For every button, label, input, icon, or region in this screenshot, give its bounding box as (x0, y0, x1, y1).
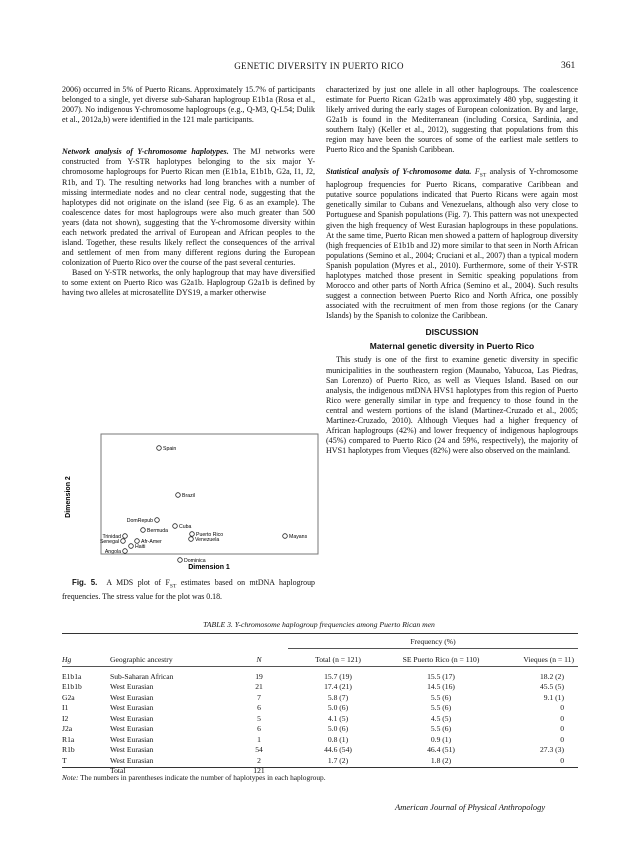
mds-point-label: Bermuda (147, 528, 169, 534)
table-cell: 46.4 (51) (427, 745, 455, 755)
table-cell: J2a (62, 724, 73, 734)
table-cell: 1.7 (2) (327, 755, 349, 765)
table-cell: 0 (560, 755, 564, 765)
table-cell: R1a (62, 734, 75, 744)
col-n: N (256, 654, 262, 664)
mds-point-label: Senegal (99, 539, 119, 545)
table-row (62, 724, 578, 735)
table-cell: West Eurasian (110, 745, 154, 755)
table-cell: West Eurasian (110, 734, 154, 744)
table-cell: 5.0 (6) (327, 724, 349, 734)
mds-plot (63, 427, 323, 579)
table-row (62, 692, 578, 703)
left-paragraph-2 (62, 147, 315, 268)
maternal-diversity-heading: Maternal genetic diversity in Puerto Rico (369, 341, 535, 352)
mds-point-marker (155, 518, 160, 523)
table-cell: West Eurasian (110, 713, 154, 723)
table-cell: 1 (257, 734, 261, 744)
table-cell: 27.3 (3) (539, 745, 564, 755)
table-body (62, 671, 578, 776)
mds-point-marker (121, 539, 126, 544)
table-cell: 6 (257, 724, 261, 734)
mds-point-marker (123, 549, 128, 554)
table-cell: 0 (560, 703, 564, 713)
table-row (62, 671, 578, 682)
table-cell: 45.5 (5) (539, 682, 564, 692)
table-cell: 0.8 (1) (327, 734, 349, 744)
mds-point-label: Angola (104, 549, 121, 555)
table-cell: 5.8 (7) (327, 692, 349, 702)
table-row (62, 745, 578, 756)
table-cell: 18.2 (2) (539, 671, 564, 681)
figure-caption-text-2: estimates based on mtDNA haplogroup frequencies. The stress value for the plot was 0.18. (62, 578, 315, 601)
table-cell: West Eurasian (110, 703, 154, 713)
col-total: Total (n = 121) (315, 654, 361, 664)
figure-caption (62, 578, 315, 602)
y-axis-label: Dimension 2 (65, 476, 72, 518)
table-row (62, 755, 578, 766)
running-title: GENETIC DIVERSITY IN PUERTO RICO (234, 61, 404, 71)
x-axis-label: Dimension 1 (188, 564, 230, 571)
table-cell: 17.4 (21) (324, 682, 352, 692)
table-cell: 5.5 (6) (430, 724, 452, 734)
table-row (62, 734, 578, 745)
table-cell: 1.8 (2) (430, 755, 452, 765)
mds-point-label: Afr-Amer (141, 539, 162, 545)
table-cell: Sub-Saharan African (110, 671, 174, 681)
mds-point-label: Spain (163, 446, 177, 452)
col-se: SE Puerto Rico (n = 110) (402, 654, 480, 664)
right-column (326, 85, 578, 456)
table-note (62, 773, 326, 782)
table-cell: West Eurasian (110, 682, 154, 692)
col-hg: Hg (62, 654, 72, 664)
mds-points (100, 446, 308, 564)
figure-caption-text: A MDS plot of F (106, 578, 170, 587)
mds-point-label: Mayans (289, 534, 308, 540)
table-cell: Total (110, 766, 126, 776)
table-cell: 4.5 (5) (430, 713, 452, 723)
table-cell: West Eurasian (110, 724, 154, 734)
table-row (62, 713, 578, 724)
table-title: TABLE 3. Y-chromosome haplogroup frequencies among Puerto Rican men (203, 620, 435, 629)
table-cell: E1b1b (62, 682, 82, 692)
fst-symbol: F (474, 166, 480, 176)
discussion-heading: DISCUSSION (425, 327, 479, 338)
mds-figure (63, 427, 323, 579)
table-cell: I2 (62, 713, 69, 723)
mds-point-marker (178, 558, 183, 563)
mds-point-label: Brazil (182, 493, 195, 499)
table-cell: G2a (62, 692, 75, 702)
left-paragraph-1: 2006) occurred in 5% of Puerto Ricans. Approximately 15.7% of participants belonged to a single, yet diverse sub-Saharan haplogroup E1b1a (Rosa et al., 2007). No indigenous Y-chromosome haplogroups (e.g., Q-M3, Q-L54; Dulik et al., 2012a,b) were identified in the 121 male participants. (62, 85, 315, 125)
haplogroup-table (62, 636, 578, 776)
table-cell: 9.1 (1) (543, 692, 564, 702)
table-cell: 0 (560, 724, 564, 734)
mds-point-marker (129, 544, 134, 549)
table-note-label: Note: (62, 773, 79, 782)
col-ancestry: Geographic ancestry (110, 654, 173, 664)
mds-point-marker (283, 534, 288, 539)
mds-point-marker (157, 446, 162, 451)
mds-point-marker (173, 524, 178, 529)
table-cell: 0 (560, 713, 564, 723)
table-cell: 54 (255, 745, 263, 755)
journal-footer: American Journal of Physical Anthropology (395, 802, 546, 812)
mds-point-label: Venezuela (195, 537, 220, 543)
statistical-analysis-heading: Statistical analysis of Y-chromosome data. (326, 166, 472, 176)
table-cell: 5.5 (6) (430, 692, 452, 702)
figure-caption-sub: ST (169, 583, 177, 590)
table-cell: 121 (253, 766, 265, 776)
network-analysis-text: The MJ networks were constructed from Y-STR haplotypes belonging to the six major Y-chromosome haplogroups for Puerto Rican men (E1b1a, E1b1b, G2a, I1, J2, R1b, and T). The resulting networks had long branches with a number of missing intermediate nodes and no clear central node, suggesting that the haplotypes did not originate on the island (see Fig. 6 as an example). The coalescence dates for most haplogroups were also much greater than 500 years (data not shown), suggesting that the Y-chromosome diversity within each network predated the arrival of European and African peoples to the island. Together, these results likely reflect the consequences of the arrival and settlement of men from many different regions during the European colonization of Puerto Rico over the course of the past several centuries. (62, 147, 315, 268)
table-cell: 7 (257, 692, 261, 702)
table-cell: 2 (257, 755, 261, 765)
table-bottom-rule (62, 767, 578, 768)
table-row (62, 682, 578, 693)
table-cell: 0.9 (1) (430, 734, 452, 744)
table-cell: T (62, 755, 67, 765)
table-cell: 5.5 (6) (430, 703, 452, 713)
mds-point-marker (135, 539, 140, 544)
mds-point-marker (123, 534, 128, 539)
table-cell: West Eurasian (110, 692, 154, 702)
mds-point-marker (190, 532, 195, 537)
table-cell: 5 (257, 713, 261, 723)
mds-point-marker (176, 493, 181, 498)
table-cell: 19 (255, 671, 263, 681)
mds-point-label: Puerto Rico (196, 532, 224, 538)
figure-caption-label: Fig. 5. (72, 578, 98, 587)
table-cell: 0 (560, 734, 564, 744)
table-cell: 4.1 (5) (327, 713, 349, 723)
table-cell: 15.5 (17) (427, 671, 455, 681)
mds-point-label: Haiti (135, 544, 146, 550)
table-row (62, 703, 578, 714)
col-vieques: Vieques (n = 11) (523, 654, 574, 664)
right-paragraph-3: This study is one of the first to examine genetic diversity in specific municipalities in the southeastern region (Maunabo, Yabucoa, Las Piedras, San Lorenzo) of Puerto Rico, as well as Vieques Island. Based on our analysis, the indigenous mtDNA HVS1 haplotypes from this region of Puerto Rico were generally similar in type and frequency to those found in the central and western portions of the island (Martinez-Cruzado et al., 2005; Martinez-Cruzado, 2010). Although Vieques had a higher frequency of African haplogroups (42%) and lower frequency of indigenous haplogroups (45%) compared to Puerto Rico (24 and 59%, respectively), the majority of HVS1 haplotypes from Vieques (82%) were also observed on the mainland. (326, 355, 578, 456)
right-paragraph-2 (326, 167, 578, 322)
table-cell: West Eurasian (110, 755, 154, 765)
mds-point-label: Trinidad (102, 534, 121, 540)
fst-sub: ST (479, 172, 487, 179)
table-cell: 15.7 (19) (324, 671, 352, 681)
table-cell: E1b1a (62, 671, 82, 681)
table-cell: 44.6 (54) (324, 745, 352, 755)
table-cell: 5.0 (6) (327, 703, 349, 713)
table-cell: 6 (257, 703, 261, 713)
mds-point-label: Dominica (184, 558, 206, 564)
table-wrapper (62, 636, 578, 776)
left-paragraph-3: Based on Y-STR networks, the only haplogroup that may have diversified to some extent on Puerto Rico was G2a1b. Haplogroup G2a1b is defined by having two alleles at microsatellite DYS19, a marker otherwise (62, 268, 315, 298)
table-cell: 14.5 (16) (427, 682, 455, 692)
mds-point-marker (189, 537, 194, 542)
network-analysis-heading: Network analysis of Y-chromosome haplotypes. (62, 147, 229, 157)
page-number: 361 (561, 61, 576, 71)
mds-point-marker (141, 528, 146, 533)
mds-point-label: Cuba (179, 524, 192, 530)
table-cell: 21 (255, 682, 263, 692)
table-note-text: The numbers in parentheses indicate the number of haplotypes in each haplogroup. (78, 773, 326, 782)
mds-point-label: DomRepub (126, 518, 153, 524)
frequency-group-header: Frequency (%) (410, 637, 456, 647)
statistical-analysis-text: analysis of Y-chromosome haplogroup frequencies for Puerto Ricans, comparative Caribbean and putative source populations indicated that Puerto Ricans were again most genetically similar to Cubans and Venezuelans, although also very close to Portuguese and Spanish populations (Fig. 7). This pattern was not unexpected given the high frequency of West Eurasian haplogroups in these populations. At the same time, Puerto Rican men showed a pattern of haplogroup diversity (high frequencies of E1b1b and J2) more similar to that seen in North African populations (Semino et al., 2004; Cruciani et al., 2007) than a typical modern Spanish population (Myres et al., 2010). Furthermore, some of their Y-STR haplotypes matched those present in Semitic speaking populations from Morocco and other parts of North Africa (Semino et al., 2004). Such results suggest a connection between Puerto Rico and North Africa, one possibly associated with the recruitment of men from those regions (or the Canary Islands) by the Spanish to colonize the Caribbean. (326, 166, 579, 321)
table-cell: R1b (62, 745, 75, 755)
left-column-top (62, 85, 315, 298)
table-top-rule (62, 633, 578, 634)
table-cell: I1 (62, 703, 69, 713)
right-paragraph-1: characterized by just one allele in all other haplogroups. The coalescence estimate for Puerto Rican G2a1b was approximately 480 ybp, suggesting it likely arrived during the early stages of European colonization. By and large, G2a1b is found in the Mediterranean (including Corsica, Sardinia, and southern Italy) (Keller et al., 2012), suggesting that populations from this region may have been the sources of some of the earliest male settlers to Puerto Rico and the Spanish Caribbean. (326, 85, 578, 155)
